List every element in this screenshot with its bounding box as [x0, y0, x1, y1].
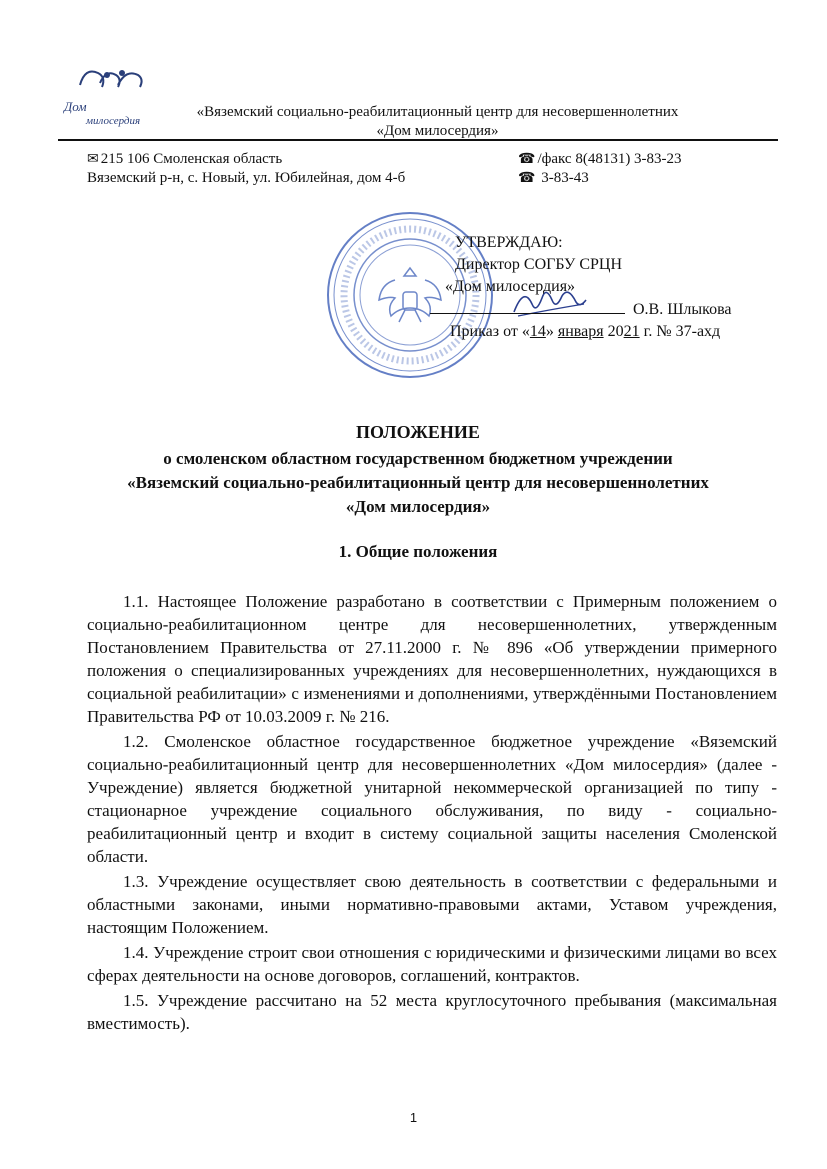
order-month: января	[557, 323, 604, 340]
organization-name	[165, 103, 710, 141]
logo-subtext: милосердия	[86, 115, 141, 127]
page-number: 1	[409, 1110, 418, 1125]
paragraph-1-3: 1.3. Учреждение осуществляет свою деятельность в соответствии с федеральными и областными законами, иными нормативно-правовыми актами, Уставом учреждения, настоящим Положением.	[87, 872, 777, 937]
header-divider	[58, 139, 778, 141]
phone-second: 3-83-43	[541, 170, 589, 186]
paragraph-1-2: 1.2. Смоленское областное государственное бюджетное учреждение «Вяземский социально-реабилитационный центр для несовершеннолетних «Дом милосердия» (далее - Учреждение) является бюджетной унитарной некоммерческой организацией по типу - стационарное учреждение социального обслуживания, по виду - социально-реабилитационный центр и входит в систему социальной защиты населения Смоленской области.	[87, 732, 777, 866]
approval-heading: УТВЕРЖДАЮ:	[455, 234, 563, 251]
order-year: 21	[623, 323, 640, 340]
organization-name-line1: «Вяземский социально-реабилитационный центр для несовершеннолетних	[196, 104, 679, 120]
organization-name-line2: «Дом милосердия»	[376, 123, 499, 139]
phone-fax: /факс 8(48131) 3-83-23	[537, 151, 682, 167]
approval-block	[430, 232, 780, 343]
phone-contacts	[518, 150, 682, 188]
document-title	[58, 420, 778, 519]
postal-address	[87, 150, 405, 188]
address-line2: Вяземский р-н, с. Новый, ул. Юбилейная, дом 4-б	[87, 170, 406, 186]
logo-text: Дом	[64, 99, 87, 114]
document-body	[87, 590, 777, 1035]
approval-signer: О.В. Шлыкова	[633, 301, 732, 318]
paragraph-1-1: 1.1. Настоящее Положение разработано в соответствии с Примерным положением о социально-реабилитационном центре для несовершеннолетних, утвержденным Постановлением Правительства от 27.11.2000 г. № 896 «Об утверждении примерного положения о специализированных учреждениях для несовершеннолетних, нуждающихся в социальной реабилитации» с изменениями и дополнениями, утверждёнными Постановлением Правительства РФ от 10.03.2009 г. № 216.	[87, 592, 777, 726]
approval-position: Директор СОГБУ СРЦН	[455, 256, 623, 273]
telephone-icon: ☎	[518, 152, 536, 167]
signature-line	[430, 298, 625, 314]
title-line3: «Вяземский социально-реабилитационный центр для несовершеннолетних	[127, 473, 709, 492]
logo-figures-icon	[60, 55, 160, 105]
section-heading: 1. Общие положения	[338, 542, 498, 561]
organization-logo	[60, 55, 160, 135]
approval-organization: «Дом милосердия»	[445, 278, 576, 295]
paragraph-1-4: 1.4. Учреждение строит свои отношения с юридическими и физическими лицами во всех сферах деятельности на основе договоров, соглашений, контрактов.	[87, 943, 777, 985]
envelope-icon: ✉	[87, 152, 99, 167]
telephone-icon: ☎	[518, 171, 536, 186]
address-line1: 215 106 Смоленская область	[100, 151, 283, 167]
approval-order: Приказ от «14» января 2021 г. № 37-ахд	[450, 323, 721, 340]
order-day: 14	[529, 323, 546, 340]
paragraph-1-5: 1.5. Учреждение рассчитано на 52 места круглосуточного пребывания (максимальная вместимость).	[87, 991, 777, 1033]
title-line2: о смоленском областном государственном бюджетном учреждении	[163, 449, 673, 468]
title-line4: «Дом милосердия»	[345, 497, 491, 516]
title-heading: ПОЛОЖЕНИЕ	[356, 422, 480, 442]
